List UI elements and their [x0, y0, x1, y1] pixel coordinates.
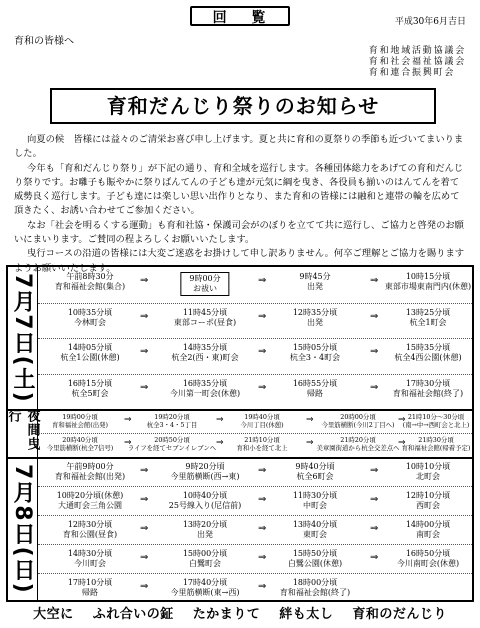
- stop-time: 13時40分頃: [292, 520, 338, 529]
- stop-time: 14時35分頃: [182, 343, 228, 352]
- day-label: [8, 267, 38, 409]
- arrow-icon: ⇒: [124, 415, 132, 425]
- schedule-stop: [397, 549, 459, 569]
- stop-place: 育和福祉会館(出発): [54, 472, 126, 481]
- night-stop: [316, 436, 399, 452]
- arrow-icon: ⇒: [398, 415, 406, 425]
- stop-place: 出発: [196, 530, 213, 539]
- stop-time: 12時35分頃: [292, 307, 338, 317]
- stop-place: 美章園街道から杭全交差点へ: [316, 444, 400, 452]
- row-divider: [38, 374, 472, 375]
- kairan-label: 回 覧: [190, 6, 290, 26]
- stop-time: 19時40分頃: [244, 413, 280, 421]
- night-stop: [402, 436, 471, 452]
- night-stop: [52, 413, 108, 429]
- night-stop: [236, 436, 287, 452]
- stop-time: 12時30分頃: [67, 520, 113, 529]
- stop-time: 午前8時30分: [66, 272, 114, 281]
- organization-name: 育和連合振興町会: [368, 68, 456, 78]
- organization-list: [369, 46, 466, 79]
- arrow-icon: ⇒: [370, 275, 379, 286]
- stop-time: 21時10分頃: [244, 436, 280, 444]
- stop-time: 10時40分頃: [182, 491, 228, 500]
- paragraph: 今年も「育和だんじり祭り」が下記の通り、育和全域を巡行します。各種団体総力をあげての育和だんじり祭りです。お囃子も賑やかに祭りばんてんの子ども達が元気に綱を曳き、各役員も揃いのはんてんを着て威勢良く巡行します。子ども達には楽しい思い出作りとなり、また育和の皆様には融和と連帯の輪を広めて頂きたく、お誘い合わせてご参加ください。: [14, 162, 464, 217]
- night-stop: [147, 413, 198, 429]
- row-divider: [38, 573, 472, 574]
- arrow-icon: ⇒: [140, 310, 149, 322]
- schedule-stop: [290, 343, 340, 363]
- stop-time: 16時55分頃: [292, 378, 338, 388]
- schedule-stop: [288, 549, 342, 569]
- stop-time: 15時35分頃: [405, 343, 451, 352]
- poem-phrase: たかまりて: [192, 607, 261, 622]
- arrow-icon: ⇒: [258, 581, 267, 592]
- schedule-stop: [68, 578, 112, 598]
- arrow-icon: ⇒: [370, 346, 379, 357]
- stop-place: 南町会: [415, 530, 440, 539]
- night-stop: [322, 413, 395, 429]
- stop-place: 育和福祉会館(終了): [279, 588, 351, 597]
- poem-phrase: 絆も太し: [279, 607, 334, 622]
- stop-place: 杭全2(西・東)町会: [171, 353, 239, 362]
- stop-time: 9時00分: [189, 274, 221, 283]
- stop-place: 杭全1公園(休憩): [60, 353, 120, 362]
- stop-place: 今林町会: [73, 317, 106, 327]
- schedule-stop: [406, 308, 450, 328]
- stop-time: 17時40分頃: [182, 578, 228, 587]
- stop-time: 16時15分頃: [67, 378, 113, 388]
- night-stop: [403, 413, 470, 429]
- arrow-icon: ⇒: [258, 346, 267, 357]
- stop-place: お祓い: [193, 284, 217, 293]
- row-divider: [38, 338, 472, 339]
- issue-date: 平成30年6月吉日: [394, 17, 466, 27]
- stop-place: 北町会: [415, 472, 440, 481]
- stop-time: 9時45分: [299, 272, 331, 281]
- stop-place: 出発: [306, 317, 323, 327]
- stop-time: 10時15分頃: [405, 272, 451, 281]
- schedule-stop: [183, 549, 227, 569]
- arrow-icon: ⇒: [258, 310, 267, 322]
- arrow-icon: ⇒: [258, 381, 267, 393]
- schedule-stop: [171, 578, 240, 598]
- organization-name: 育和社会福祉協議会: [368, 57, 466, 67]
- schedule-stop: [293, 379, 337, 399]
- stop-place: 杭全1町会: [409, 317, 447, 327]
- stop-time: 15時00分頃: [182, 549, 228, 558]
- stop-place: 杭全6町会: [296, 472, 334, 481]
- row-divider: [38, 515, 472, 516]
- arrow-icon: ⇒: [370, 465, 379, 476]
- stop-time: 11時30分頃: [292, 491, 338, 500]
- stop-time: 15時05分頃: [292, 343, 338, 352]
- paragraph: 向夏の候 皆様には益々のご清栄お喜び申し上げます。夏と共に育和の夏祭りの季節も近づいてまいりました。: [14, 134, 464, 160]
- schedule-stop: [406, 520, 450, 540]
- stop-place: 育和公園(昼食): [62, 530, 118, 539]
- day-label: [8, 457, 38, 602]
- schedule-stop: [299, 272, 330, 292]
- stop-place: 今里筋横断(東→西): [170, 588, 240, 597]
- stop-time: 15時50分頃: [292, 549, 338, 558]
- stop-place: 今川第一町会(休憩): [169, 388, 241, 398]
- arrow-icon: ⇒: [258, 494, 267, 505]
- organization-name: 育和地域活動協議会: [368, 46, 466, 56]
- stop-place: 25号線入り(尼信前): [168, 501, 242, 510]
- stop-time: 10時20分頃(休憩): [56, 491, 124, 500]
- footer-poem: [0, 603, 480, 622]
- stop-place: 育和福祉会館(終了): [392, 388, 464, 398]
- stop-time: 18時00分頃: [292, 578, 338, 587]
- stop-place: 今川南町会(休憩): [396, 559, 460, 568]
- stop-place: (南→中→西町会と北上): [402, 421, 470, 429]
- night-stop: [240, 413, 283, 429]
- stop-place: 大通町会三角公園: [57, 501, 122, 510]
- stop-time: 14時05分頃: [67, 343, 113, 352]
- stop-time: 14時30分頃: [67, 549, 113, 558]
- arrow-icon: ⇒: [306, 438, 314, 448]
- addressee: 育和の皆様へ: [14, 36, 74, 47]
- schedule-stop: [171, 462, 240, 482]
- stop-place: 出発: [307, 282, 323, 291]
- schedule-stop: [293, 520, 337, 540]
- stop-time: 13時20分頃: [182, 520, 228, 529]
- stop-time: 9時20分頃: [185, 462, 225, 471]
- schedule-stop: [55, 272, 125, 292]
- stop-place: 白鷺公園(休憩): [287, 559, 343, 568]
- stop-time: 21時30分頃: [418, 436, 454, 444]
- stop-time: 12時10分頃: [405, 491, 451, 500]
- day2-label: 7月8日(日): [10, 464, 35, 595]
- arrow-icon: ⇒: [216, 415, 224, 425]
- schedule-stop: [60, 343, 119, 363]
- poem-phrase: 大空に: [33, 607, 74, 622]
- notice-body: [14, 133, 468, 276]
- row-divider: [38, 433, 472, 434]
- schedule-stop: [183, 520, 227, 540]
- stop-place: 東部市場東南門内(休憩): [384, 282, 472, 291]
- row-divider: [38, 486, 472, 487]
- arrow-icon: ⇒: [140, 346, 149, 357]
- stop-time: 17時10分頃: [67, 578, 113, 587]
- page-title: 育和だんじり祭りのお知らせ: [50, 88, 436, 124]
- stop-time: 17時30分頃: [405, 378, 451, 388]
- schedule-stop: [393, 379, 463, 399]
- arrow-icon: ⇒: [140, 275, 149, 286]
- stop-time: 20時40分頃: [62, 436, 98, 444]
- night-stop: [128, 436, 216, 452]
- schedule-stop: [406, 491, 450, 511]
- stop-time: 19時00分頃: [62, 413, 98, 421]
- row-divider: [38, 544, 472, 545]
- stop-time: 10時35分頃: [67, 307, 113, 317]
- arrow-icon: ⇒: [370, 523, 379, 534]
- schedule-table: [6, 265, 474, 602]
- arrow-icon: ⇒: [124, 438, 132, 448]
- stop-place: 育和福祉会館(帰着予定): [401, 444, 471, 452]
- arrow-icon: ⇒: [258, 523, 267, 534]
- stop-time: 10時10分頃: [405, 462, 451, 471]
- stop-place: 白鷺町会: [188, 559, 221, 568]
- schedule-stop: [68, 308, 112, 328]
- schedule-stop: [63, 520, 117, 540]
- arrow-icon: ⇒: [398, 438, 406, 448]
- stop-place: 西町会: [415, 501, 440, 510]
- arrow-icon: ⇒: [140, 494, 149, 505]
- schedule-stop: [174, 308, 236, 328]
- stop-time: 16時35分頃: [182, 378, 228, 388]
- schedule-stop: [385, 272, 471, 292]
- stop-time: 16時50分頃: [405, 549, 451, 558]
- stop-place: 杭全3・4・5丁目: [146, 421, 198, 429]
- stop-place: 帰路: [306, 388, 323, 398]
- arrow-icon: ⇒: [258, 275, 267, 286]
- stop-place: 東部コーポ(昼食): [173, 317, 237, 327]
- stop-place: 今里筋横断(西→東): [170, 472, 240, 481]
- stop-place: 杭全4西公園(休憩): [394, 353, 462, 362]
- arrow-icon: ⇒: [140, 523, 149, 534]
- arrow-icon: ⇒: [370, 381, 379, 393]
- schedule-stop: [169, 491, 241, 511]
- arrow-icon: ⇒: [258, 465, 267, 476]
- arrow-icon: ⇒: [258, 552, 267, 563]
- arrow-icon: ⇒: [140, 465, 149, 476]
- schedule-stop: [406, 462, 450, 482]
- schedule-stop: [295, 462, 334, 482]
- schedule-stop: [280, 578, 350, 598]
- stop-time: 21時10分～30分頃: [407, 413, 465, 421]
- arrow-icon: ⇒: [140, 381, 149, 393]
- stop-time: 午前9時00分: [66, 462, 114, 471]
- arrow-icon: ⇒: [140, 581, 149, 592]
- stop-time: 20時00分頃: [340, 413, 376, 421]
- schedule-stop: [57, 491, 124, 511]
- poem-phrase: 育和のだんじり: [352, 607, 447, 622]
- stop-time: 21時20分頃: [340, 436, 376, 444]
- stop-time: 14時00分頃: [405, 520, 451, 529]
- stop-place: 今川丁目(休憩): [240, 421, 284, 429]
- poem-phrase: ふれ合いの鉦: [92, 607, 174, 622]
- stop-place: 帰路: [81, 588, 98, 597]
- night-stop: [47, 436, 114, 452]
- row-divider: [38, 303, 472, 304]
- stop-place: 今里筋横断(杭全7信号): [46, 444, 114, 452]
- arrow-icon: ⇒: [216, 438, 224, 448]
- schedule-stop: [293, 308, 337, 328]
- stop-place: 今里筋横断(今川2丁目へ): [321, 421, 395, 429]
- stop-time: 19時20分頃: [154, 413, 190, 421]
- stop-place: 育和小を経て北上: [236, 444, 288, 452]
- schedule-stop: [180, 272, 229, 296]
- arrow-icon: ⇒: [306, 415, 314, 425]
- stop-place: 育和福祉会館(集合): [54, 282, 126, 291]
- schedule-stop: [68, 379, 112, 399]
- stop-place: 今川町会: [73, 559, 106, 568]
- schedule-stop: [55, 462, 125, 482]
- night-label: [5, 409, 40, 457]
- arrow-icon: ⇒: [370, 552, 379, 563]
- stop-place: 杭全3・4町会: [289, 353, 341, 362]
- paragraph: 曳行コースの沿道の皆様には大変ご迷惑をお掛けして申し訳ありません。何卒ご理解とご協力を賜りますようお願いいたします。: [14, 248, 465, 274]
- row-divider: [8, 457, 472, 459]
- stop-time: 20時50分頃: [154, 436, 190, 444]
- schedule-stop: [171, 343, 238, 363]
- night-label: 夜間曳行: [5, 409, 40, 451]
- arrow-icon: ⇒: [370, 310, 379, 322]
- schedule-stop: [394, 343, 461, 363]
- schedule-stop: [170, 379, 240, 399]
- stop-time: 11時45分頃: [182, 307, 228, 317]
- stop-place: 中町会: [302, 501, 327, 510]
- schedule-stop: [293, 491, 337, 511]
- paragraph: なお「社会を明るくする運動」も育和社協・保護司会がのぼりを立てて共に巡行し、ご協力と啓発のお願いにまいります。ご賛同の程よろしくお願いいたします。: [14, 219, 464, 246]
- stop-place: 杭全5町会: [71, 388, 109, 398]
- stop-place: 東町会: [302, 530, 327, 539]
- stop-place: 育和福祉会館(出発): [51, 421, 109, 429]
- row-divider: [8, 409, 472, 411]
- stop-place: ライフを経てセブンイレブンへ: [127, 444, 217, 452]
- day1-label: 7月7日(土): [10, 272, 35, 404]
- schedule-stop: [68, 549, 112, 569]
- stop-time: 13時25分頃: [405, 307, 451, 317]
- arrow-icon: ⇒: [370, 494, 379, 505]
- arrow-icon: ⇒: [140, 552, 149, 563]
- stop-time: 9時40分頃: [295, 462, 335, 471]
